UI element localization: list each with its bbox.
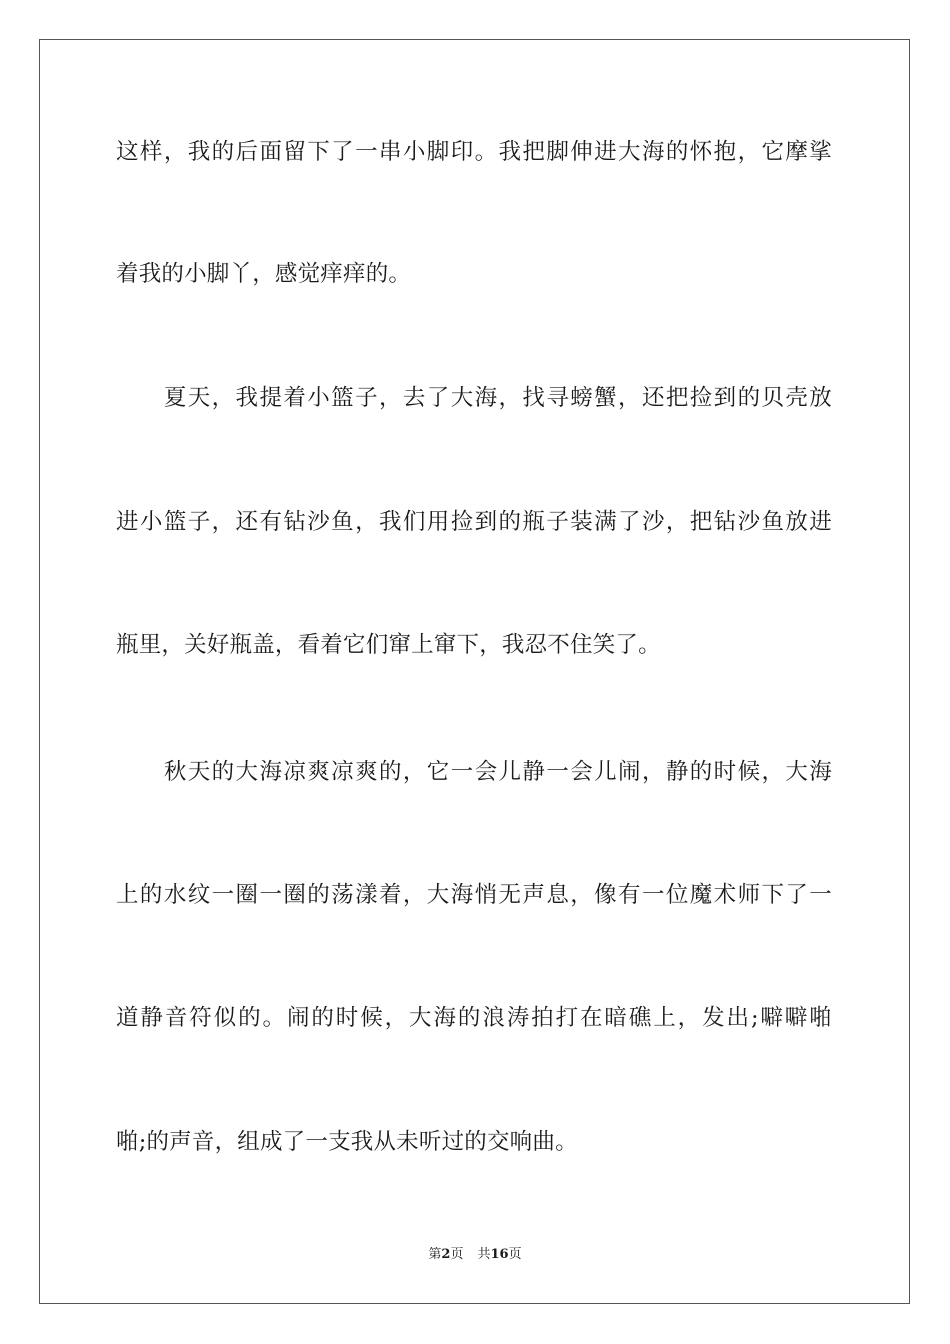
page-suffix: 页 xyxy=(450,1247,464,1262)
page-border xyxy=(39,39,910,1304)
paragraph-line: 夏天，我提着小篮子，去了大海，找寻螃蟹，还把捡到的贝壳放 xyxy=(116,385,832,411)
paragraph-line: 道静音符似的。闹的时候，大海的浪涛拍打在暗礁上，发出;噼噼啪 xyxy=(116,1005,832,1031)
paragraph-line: 这样，我的后面留下了一串小脚印。我把脚伸进大海的怀抱，它摩挲 xyxy=(116,139,832,165)
page-prefix: 第 xyxy=(428,1247,442,1262)
total-page-count: 16 xyxy=(490,1247,509,1262)
paragraph-line: 啪;的声音，组成了一支我从未听过的交响曲。 xyxy=(116,1129,578,1155)
total-prefix: 共 xyxy=(477,1247,491,1262)
paragraph-line: 上的水纹一圈一圈的荡漾着，大海悄无声息，像有一位魔术师下了一 xyxy=(116,882,832,908)
paragraph-line: 秋天的大海凉爽凉爽的，它一会儿静一会儿闹，静的时候，大海 xyxy=(116,759,832,785)
paragraph-line: 进小篮子，还有钻沙鱼，我们用捡到的瓶子装满了沙，把钻沙鱼放进 xyxy=(116,509,832,535)
paragraph-line: 着我的小脚丫，感觉痒痒的。 xyxy=(116,261,412,287)
page-footer xyxy=(0,1246,950,1264)
total-suffix: 页 xyxy=(508,1247,522,1262)
paragraph-line: 瓶里，关好瓶盖，看着它们窜上窜下，我忍不住笑了。 xyxy=(116,632,661,658)
current-page-number: 2 xyxy=(441,1247,451,1262)
